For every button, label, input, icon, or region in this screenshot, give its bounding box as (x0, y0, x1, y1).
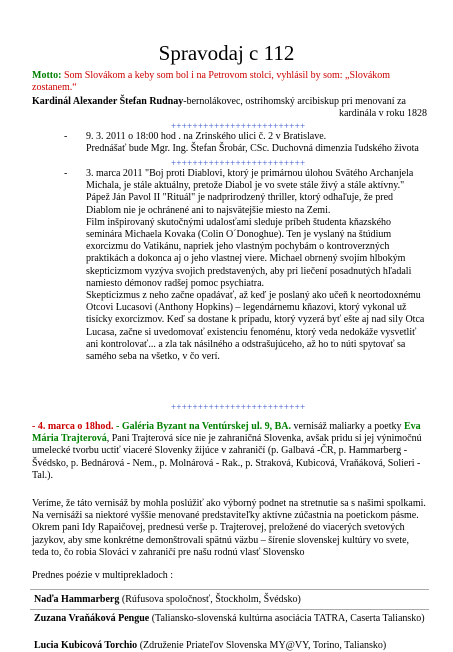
signer-row (34, 640, 429, 652)
list-item (64, 168, 426, 363)
event-date: - 4. marca o 18hod. (32, 421, 114, 432)
signer-name: Naďa Hammarberg (34, 594, 120, 605)
cardinal-desc: -bernolákovec, ostrihomský arcibiskup pri menovaní za (183, 96, 406, 107)
signer-row (34, 594, 429, 606)
plus-divider-2: +++++++++++++++++++++++++ (171, 158, 306, 168)
divider-line (30, 589, 429, 590)
plus-divider-3: +++++++++++++++++++++++++ (171, 402, 306, 412)
motto-label: Motto: (32, 70, 62, 81)
item-paragraph-1: 3. marca 2011 "Boj proti Diablovi, ktorý je primárnou úlohou Svätého Archanjela Michala, je stále aktuálny, pretože Diabol je vo svete stále živý a stále aktívny." Pápež Ján Pavol II "Rituál" je nadprirodzený thriller, ktorý odhaľuje, že pred Diablom nie je ochránené ani to najsvätejšie miesto na Zemi. (86, 168, 414, 216)
signer-org: (Rúfusova spoločnosť, Štockholm, Švédsko) (119, 594, 301, 605)
item-line-2: Prednášať bude Mgr. Ing. Štefan Šrobár, CSc. Duchovná dimenzia ľudského života (86, 143, 419, 155)
item-line-1: 9. 3. 2011 o 18:00 hod . na Zrinského ulici č. 2 v Bratislave. (86, 131, 327, 142)
motto (32, 70, 427, 94)
list-dash: - (64, 168, 68, 179)
recitals-intro: Prednes poézie v multiprekladoch : (32, 570, 174, 581)
cardinal-name: Kardinál Alexander Štefan Rudnay (32, 96, 184, 107)
plus-divider-1: +++++++++++++++++++++++++ (171, 121, 306, 131)
page-title: Spravodaj c 112 (158, 41, 295, 65)
event-place: - Galéria Byzant na Ventúrskej ul. 9, BA. (113, 421, 291, 432)
believe-paragraph: Veríme, že táto vernisáž by mohla poslúžiť ako výborný podnet na stretnutie sa s našimi spolkami. Na vernisáži sa niektoré vyššie menované predstaviteľky aktívne zúčastnia na poetickom pásme. Okrem pani Idy Rapaičovej, prednesú verše p. Trajterovej, preložené do viacerých svetových jazykov, aby sme konkrétne demonštrovali spätnú väzbu – šírenie slovenskej kultúry vo svete, teda to, čo robia Slováci v zahraničí pre našu rodnú vlasť Slovensko (32, 498, 426, 558)
event-paragraph (32, 421, 427, 482)
cardinal-desc-2: kardinála v roku 1828 (338, 108, 427, 119)
event-text-1: vernisáž maliarky a poetky (291, 421, 405, 432)
cardinal-attribution (32, 96, 427, 120)
item-paragraph-3: Skepticizmus z neho začne opadávať, až keď je poslaný ako učeň k neortodoxnému Otcovi Lucasovi (Anthony Hopkins) – legendárnemu kňazovi, ktorý vykonal už tisícky exorcizmov. Keď sa dostane k prípadu, ktorý vyzerá byť ešte aj nad sily Otca Lucasa, začne si uvedomovať existenciu fenoménu, ktorý veda nedokáže vysvetliť ani kontrolovať... a zla tak násilného a odstrašujúceho, až ho to núti spytovať sa samého seba na všetko, v čo verí. (86, 290, 425, 363)
signer-row (34, 613, 429, 625)
list-dash: - (64, 131, 68, 142)
list-item (64, 131, 426, 155)
signer-org: (Taliansko-slovenská kultúrna asociácia TATRA, Caserta Taliansko) (149, 613, 425, 624)
event-artist: Eva Mária Trajterová (32, 421, 421, 445)
signer-org: (Združenie Priateľov Slovenska MY@VY, Torino, Taliansko) (137, 640, 387, 651)
event-text-2: , Pani Trajterová síce nie je zahraničná Slovenka, avšak pridu si jej výnimočnú umelecké tvorbu uctiť viaceré Slovenky žijúce v zahraničí (p. Galbavá -ČR, p. Hammarberg - Švédsko, p. Bednárová - Nem., p. Molnárová - Rak., p. Straková, Kubicová, Vraňáková, Solieri -Tal.). (32, 433, 422, 481)
signer-name: Zuzana Vraňáková Pengue (34, 613, 150, 624)
divider-line (30, 609, 429, 610)
motto-text: Som Slovákom a keby som bol i na Petrovom stolci, vyhlásil by som: „Slovákom zostanem.“ (32, 70, 391, 93)
item-paragraph-2: Film inšpirovaný skutočnými udalosťami sleduje príbeh študenta kňazského seminára Michaela Kovaka (Colin O´Donoghue). Ten je vyslaný na štúdium exorcizmu do Vatikánu, napriek jeho vlastným pochybám o kontroverzných praktikách a dokonca aj o jeho vlastnej viere. Michael obrnený svojím hlbokým skepticizmom vyzýva svojich predstavených, aby pri liečení posadnutých hľadali namiesto démonov radšej pomoc psychiatra. (86, 216, 412, 289)
signer-name: Lucia Kubicová Torchio (34, 640, 138, 651)
